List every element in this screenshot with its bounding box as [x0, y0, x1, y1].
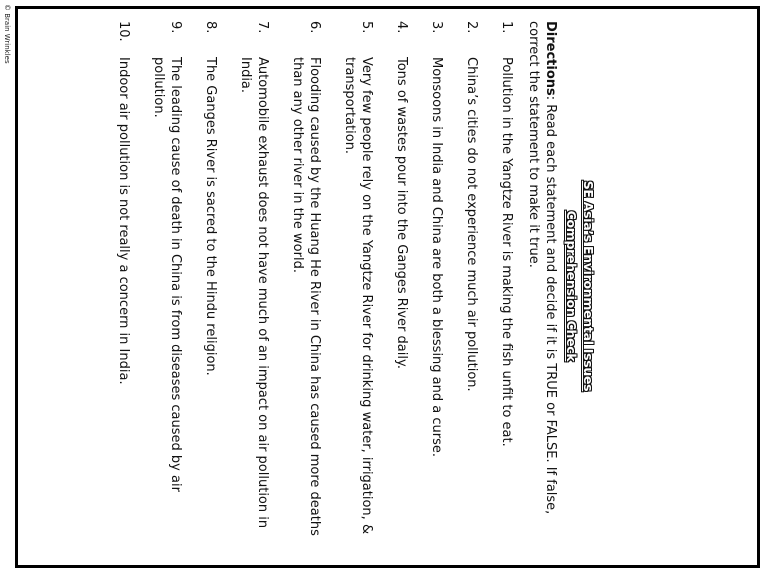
statement-number: 3.	[429, 21, 444, 34]
statement-text: Pollution in the Yangtze River is making the fish unfit to eat.	[499, 57, 514, 447]
statement-item	[237, 21, 271, 551]
statement-item	[289, 21, 323, 551]
statement-number: 8.	[203, 21, 218, 34]
statement-item	[115, 21, 132, 551]
directions-label: Directions	[543, 21, 558, 96]
directions-paragraph	[525, 21, 559, 551]
statement-text: China’s cities do not experience much air pollution.	[464, 57, 479, 392]
statement-text: Flooding caused by the Huang He River in China has caused more deaths than any other river in the world.	[290, 57, 322, 536]
statement-text: The Ganges River is sacred to the Hindu religion.	[203, 57, 218, 376]
copyright-text: © Brain Wrinkles	[3, 4, 11, 64]
title-line-1: SE Asia’s Environmental Issues	[581, 180, 596, 392]
statement-text: Indoor air pollution is not really a concern in India.	[116, 57, 131, 385]
statement-item	[150, 21, 184, 551]
statement-number: 2.	[464, 21, 479, 34]
statement-text: Very few people rely on the Yangtze River for drinking water, irrigation, & transportation.	[342, 57, 374, 535]
statement-item	[341, 21, 375, 551]
statement-text: Monsoons in India and China are both a blessing and a curse.	[429, 57, 444, 458]
statement-number: 1.	[499, 21, 514, 34]
statement-item	[393, 21, 410, 551]
statement-number: 4.	[394, 21, 409, 34]
copyright-credit	[0, 0, 16, 80]
statement-list	[115, 21, 515, 551]
worksheet-frame	[15, 6, 760, 568]
statement-text: Automobile exhaust does not have much of an impact on air pollution in India.	[238, 57, 270, 529]
title-line-2: Comprehension Check	[564, 210, 579, 362]
statement-number: 7.	[255, 21, 270, 34]
statement-item	[202, 21, 219, 551]
statement-item	[428, 21, 445, 551]
statement-number: 5.	[359, 21, 374, 34]
worksheet-title	[563, 21, 597, 551]
statement-text: Tons of wastes pour into the Ganges River daily.	[394, 57, 409, 369]
statement-number: 6.	[307, 21, 322, 34]
statement-text: The leading cause of death in China is from diseases caused by air pollution.	[151, 57, 183, 492]
statement-number: 9.	[168, 21, 183, 34]
statement-number: 10.	[116, 21, 131, 42]
statement-item	[498, 21, 515, 551]
statement-item	[463, 21, 480, 551]
directions-text: : Read each statement and decide if it is TRUE or FALSE. If false, correct the statement to make it true.	[526, 21, 558, 515]
worksheet-content	[18, 9, 757, 565]
